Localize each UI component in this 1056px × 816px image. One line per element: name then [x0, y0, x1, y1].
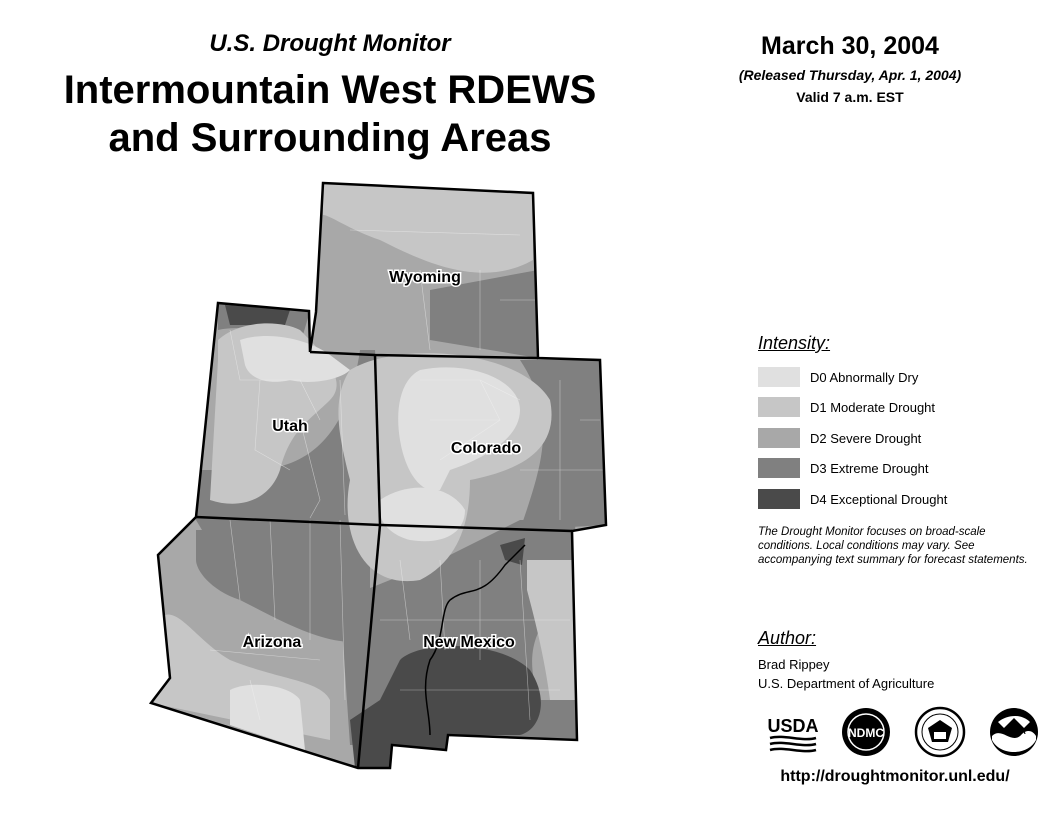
state-label-utah: Utah — [272, 418, 308, 435]
state-label-colorado: Colorado — [450, 440, 522, 457]
valid-time: Valid 7 a.m. EST — [796, 89, 904, 105]
website-url[interactable]: http://droughtmonitor.unl.edu/ — [780, 768, 1010, 785]
usda-logo-text: USDA — [767, 716, 819, 736]
author-name: Brad Rippey — [758, 657, 830, 672]
legend-swatch-d1 — [758, 397, 800, 417]
legend-item-d4 — [758, 488, 947, 510]
legend-item-d3 — [758, 457, 929, 479]
legend-label-d1: D1 Moderate Drought — [810, 399, 936, 415]
usda-logo-icon — [764, 706, 822, 758]
ndmc-logo-icon — [840, 706, 892, 758]
ndmc-logo-text: NDMC — [848, 726, 884, 740]
legend-swatch-d2 — [758, 428, 800, 448]
author-org: U.S. Department of Agriculture — [758, 676, 935, 691]
legend-item-d1 — [758, 396, 935, 418]
legend-swatch-d4 — [758, 489, 800, 509]
legend-item-d0 — [758, 366, 918, 388]
legend-label-d3: D3 Extreme Drought — [810, 460, 929, 476]
state-label-new-mexico: New Mexico — [423, 634, 515, 651]
legend-swatch-d3 — [758, 458, 800, 478]
noaa-logo-text: NOAA — [1002, 727, 1026, 736]
legend-title: Intensity: — [758, 333, 831, 353]
release-date: (Released Thursday, Apr. 1, 2004) — [738, 67, 962, 83]
disclaimer-note: The Drought Monitor focuses on broad-scale conditions. Local conditions may vary. See accompanying text summary for forecast statements. — [758, 526, 1028, 566]
map-date: March 30, 2004 — [761, 32, 939, 60]
noaa-logo-icon — [988, 706, 1040, 758]
title-line-1: Intermountain West RDEWS — [63, 68, 597, 112]
legend-label-d2: D2 Severe Drought — [810, 430, 922, 446]
legend-swatch-d0 — [758, 367, 800, 387]
legend-item-d2 — [758, 427, 921, 449]
doc-seal-icon — [914, 706, 966, 758]
legend-label-d4: D4 Exceptional Drought — [810, 491, 948, 507]
author-title: Author: — [758, 628, 817, 648]
legend-label-d0: D0 Abnormally Dry — [810, 369, 919, 385]
map-subtitle: U.S. Drought Monitor — [209, 30, 451, 57]
title-line-2: and Surrounding Areas — [108, 116, 552, 160]
state-label-arizona: Arizona — [242, 634, 302, 651]
state-label-wyoming: Wyoming — [389, 269, 461, 286]
